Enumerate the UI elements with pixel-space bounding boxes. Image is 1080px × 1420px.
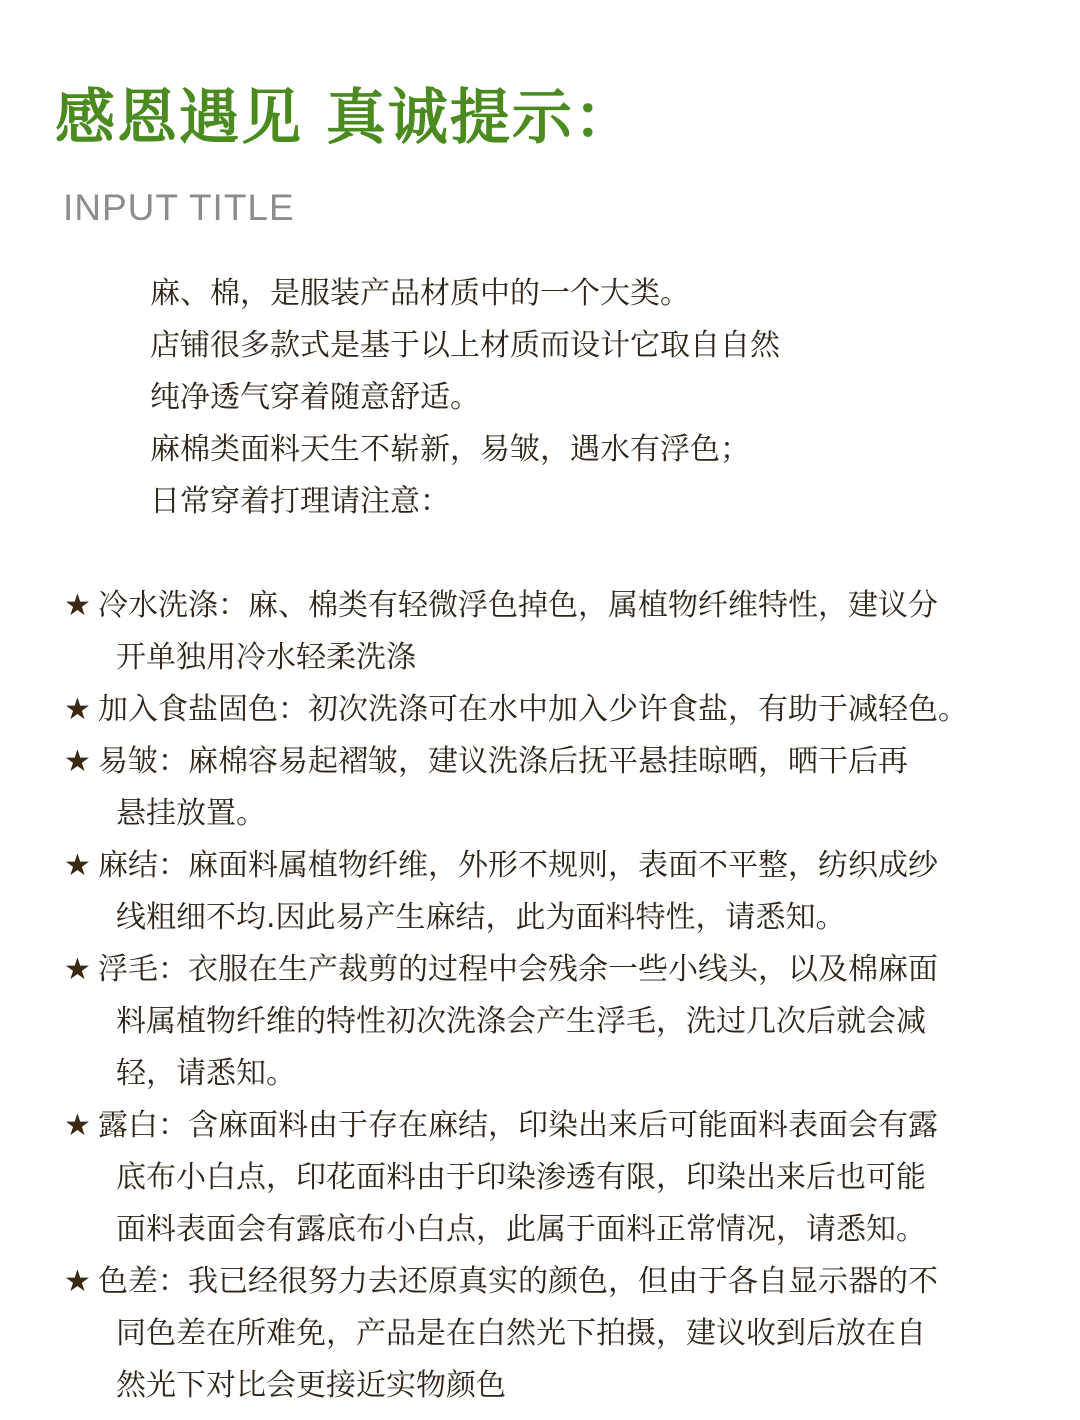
intro-paragraph [150,268,780,528]
star-icon: ★ [64,588,91,623]
tip-line: 冷水洗涤：麻、棉类有轻微浮色掉色，属植物纤维特性，建议分 [98,588,938,623]
tip-cold-wash [64,580,1064,684]
tip-line: 色差：我已经很努力去还原真实的颜色，但由于各自显示器的不 [98,1264,938,1299]
tip-line: 然光下对比会更接近实物颜色 [116,1368,506,1403]
tip-line: 轻，请悉知。 [116,1056,296,1091]
star-icon: ★ [64,692,91,727]
tip-line: 易皱：麻棉容易起褶皱，建议洗涤后抚平悬挂晾晒，晒干后再 [98,744,908,779]
tip-line: 浮毛：衣服在生产裁剪的过程中会残余一些小线头，以及棉麻面 [98,952,938,987]
star-icon: ★ [64,1264,91,1299]
star-icon: ★ [64,744,91,779]
care-tips-list [64,580,1064,1412]
intro-line: 麻棉类面料天生不崭新，易皱，遇水有浮色； [150,432,750,467]
tip-line: 底布小白点，印花面料由于印染渗透有限，印染出来后也可能 [116,1160,926,1195]
tip-line: 同色差在所难免，产品是在白然光下拍摄，建议收到后放在自 [116,1316,926,1351]
tip-salt-fix-color [64,684,1064,736]
tip-line: 悬挂放置。 [116,796,266,831]
tip-line: 加入食盐固色：初次洗涤可在水中加入少许食盐，有助于减轻色。 [98,692,968,727]
intro-line: 纯净透气穿着随意舒适。 [150,380,480,415]
tip-line: 线粗细不均.因此易产生麻结，此为面料特性，请悉知。 [116,900,846,935]
tip-line: 麻结：麻面料属植物纤维，外形不规则，表面不平整，纺织成纱 [98,848,938,883]
star-icon: ★ [64,848,91,883]
tip-line: 露白：含麻面料由于存在麻结，印染出来后可能面料表面会有露 [98,1108,938,1143]
intro-line: 店铺很多款式是基于以上材质而设计它取自自然 [150,328,780,363]
tip-lint [64,944,1064,1100]
intro-line: 麻、棉，是服装产品材质中的一个大类。 [150,276,690,311]
tip-line: 开单独用冷水轻柔洗涤 [116,640,416,675]
tip-slub [64,840,1064,944]
star-icon: ★ [64,952,91,987]
tip-line: 面料表面会有露底布小白点，此属于面料正常情况，请悉知。 [116,1212,926,1247]
page-title: 感恩遇见 真诚提示： [55,83,636,153]
tip-color-difference [64,1256,1064,1412]
tip-white-spots [64,1100,1064,1256]
page-subtitle: INPUT TITLE [63,187,295,228]
star-icon: ★ [64,1108,91,1143]
intro-line: 日常穿着打理请注意： [150,484,450,519]
tip-wrinkle [64,736,1064,840]
tip-line: 料属植物纤维的特性初次洗涤会产生浮毛，洗过几次后就会减 [116,1004,926,1039]
